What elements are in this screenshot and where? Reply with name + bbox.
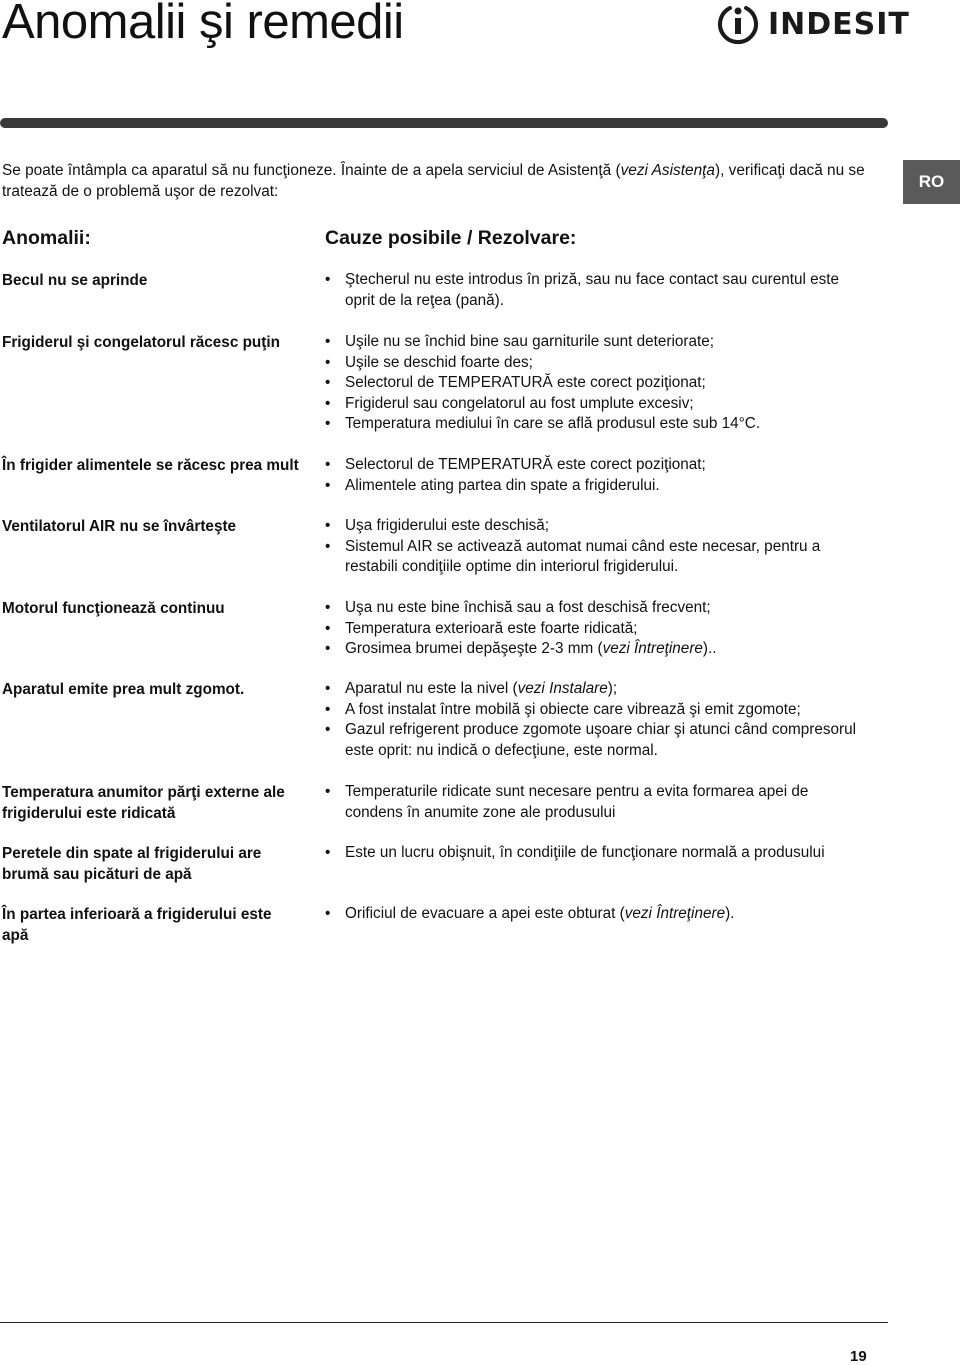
bullet-icon: • xyxy=(325,640,331,657)
cause-text: Sistemul AIR se activează automat numai când este necesar, pentru a restabili condiţiile optime din interiorul frigiderului. xyxy=(345,537,821,575)
bullet-icon: • xyxy=(325,599,331,616)
bullet-icon: • xyxy=(325,680,331,697)
intro-ref: vezi Asistenţa xyxy=(620,162,715,179)
intro-part1: Se poate întâmpla ca aparatul să nu funcţioneze. Înainte de a apela serviciul de Asistenţă ( xyxy=(2,162,621,179)
cause-item xyxy=(323,394,863,415)
cause-list xyxy=(323,455,863,496)
cause-item xyxy=(323,639,863,660)
cause-item xyxy=(323,414,863,435)
cause-text: Orificiul de evacuare a apei este obturat ( xyxy=(345,905,625,922)
cause-item xyxy=(323,332,863,353)
footer-divider xyxy=(0,1322,888,1323)
cause-text: Alimentele ating partea din spate a frigiderului. xyxy=(345,476,660,494)
cause-ref: vezi Întreţinere xyxy=(602,640,703,657)
cause-item xyxy=(323,598,863,619)
bullet-icon: • xyxy=(325,537,331,555)
cause-item xyxy=(323,516,863,537)
cause-text: Este un lucru obişnuit, în condiţiile de funcţionare normală a produsului xyxy=(345,844,825,861)
cause-after: ); xyxy=(607,680,618,697)
cause-text: Temperaturile ridicate sunt necesare pentru a evita formarea apei de condens în anumite zone ale produsului xyxy=(345,783,809,821)
brand-logo-icon xyxy=(716,2,760,46)
cause-text: Gazul refrigerent produce zgomote uşoare chiar şi atunci când compresorul este oprit: nu indică o defecţiune, este normal. xyxy=(345,721,857,759)
cause-ref: vezi Întreţinere xyxy=(624,905,726,922)
bullet-icon: • xyxy=(325,456,331,473)
causes-header: Cauze posibile / Rezolvare: xyxy=(325,227,577,249)
bullet-icon: • xyxy=(325,783,331,800)
anomaly-label: Motorul funcţionează continuu xyxy=(2,600,225,617)
cause-text: Temperatura exterioară este foarte ridicată; xyxy=(345,619,638,637)
cause-text: Temperatura mediului în care se află produsul este sub 14°C. xyxy=(345,415,761,432)
cause-item xyxy=(323,782,863,823)
cause-item xyxy=(323,373,863,394)
cause-item xyxy=(323,843,863,864)
language-tab: RO xyxy=(903,160,960,204)
bullet-icon: • xyxy=(325,333,331,350)
bullet-icon: • xyxy=(325,721,331,738)
anomaly-label: Peretele din spate al frigiderului are brumă sau picături de apă xyxy=(2,845,262,883)
cause-text: Aparatul nu este la nivel ( xyxy=(345,680,518,697)
cause-item xyxy=(323,270,863,311)
cause-after: ). xyxy=(725,905,735,922)
cause-item xyxy=(323,476,863,497)
cause-item xyxy=(323,619,863,640)
cause-list xyxy=(323,516,863,578)
cause-text: Selectorul de TEMPERATURĂ este corect poziţionat; xyxy=(345,456,706,473)
bullet-icon: • xyxy=(325,374,331,391)
bullet-icon: • xyxy=(325,619,331,637)
cause-item xyxy=(323,720,863,761)
cause-ref: vezi Instalare xyxy=(517,680,608,697)
anomalies-header: Anomalii: xyxy=(2,227,91,249)
bullet-icon: • xyxy=(325,394,331,412)
cause-item xyxy=(323,455,863,476)
bullet-icon: • xyxy=(325,353,331,371)
cause-item xyxy=(323,904,863,925)
bullet-icon: • xyxy=(325,905,331,922)
bullet-icon: • xyxy=(325,844,331,861)
anomaly-label: Aparatul emite prea mult zgomot. xyxy=(2,681,245,698)
anomaly-label: În partea inferioară a frigiderului este apă xyxy=(2,906,272,944)
cause-text: Uşa frigiderului este deschisă; xyxy=(345,517,550,534)
anomaly-label: În frigider alimentele se răcesc prea mult xyxy=(2,457,299,474)
cause-text: Selectorul de TEMPERATURĂ este corect poziţionat; xyxy=(345,374,706,391)
anomaly-label: Ventilatorul AIR nu se învârteşte xyxy=(2,518,237,535)
cause-item xyxy=(323,537,863,578)
cause-text: Uşa nu este bine închisă sau a fost deschisă frecvent; xyxy=(345,599,711,616)
cause-after: ).. xyxy=(702,640,717,657)
cause-list xyxy=(323,332,863,435)
cause-text: A fost instalat între mobilă şi obiecte care vibrează şi emit zgomote; xyxy=(345,700,801,718)
bullet-icon: • xyxy=(325,476,331,494)
cause-text: Ştecherul nu este introdus în priză, sau nu face contact sau curentul este oprit de la reţea (pană). xyxy=(345,271,840,309)
intro-text xyxy=(2,160,892,202)
bullet-icon: • xyxy=(325,415,331,432)
anomaly-label: Temperatura anumitor părţi externe ale frigiderului este ridicată xyxy=(2,784,285,822)
cause-text: Uşile nu se închid bine sau garniturile sunt deteriorate; xyxy=(345,333,715,350)
brand-name: INDESIT xyxy=(768,6,910,42)
cause-item xyxy=(323,700,863,721)
cause-list xyxy=(323,843,863,864)
brand-logo xyxy=(716,2,910,46)
bullet-icon: • xyxy=(325,700,331,718)
cause-item xyxy=(323,679,863,700)
bullet-icon: • xyxy=(325,517,331,534)
cause-list xyxy=(323,270,863,311)
cause-text: Uşile se deschid foarte des; xyxy=(345,353,533,371)
page-number: 19 xyxy=(850,1348,867,1365)
cause-list xyxy=(323,679,863,761)
page-title: Anomalii şi remedii xyxy=(2,0,404,49)
bullet-icon: • xyxy=(325,271,331,288)
cause-list xyxy=(323,782,863,823)
anomaly-label: Becul nu se aprinde xyxy=(2,272,148,289)
cause-list xyxy=(323,598,863,660)
anomaly-label: Frigiderul şi congelatorul răcesc puţin xyxy=(2,334,280,351)
intro-part2: ), verificaţi dacă nu se tratează de o problemă uşor de rezolvat: xyxy=(2,162,865,200)
cause-text: Grosimea brumei depăşeşte 2-3 mm ( xyxy=(345,640,603,657)
header-divider xyxy=(0,118,888,128)
cause-list xyxy=(323,904,863,925)
cause-text: Frigiderul sau congelatorul au fost umplute excesiv; xyxy=(345,394,694,412)
cause-item xyxy=(323,353,863,374)
